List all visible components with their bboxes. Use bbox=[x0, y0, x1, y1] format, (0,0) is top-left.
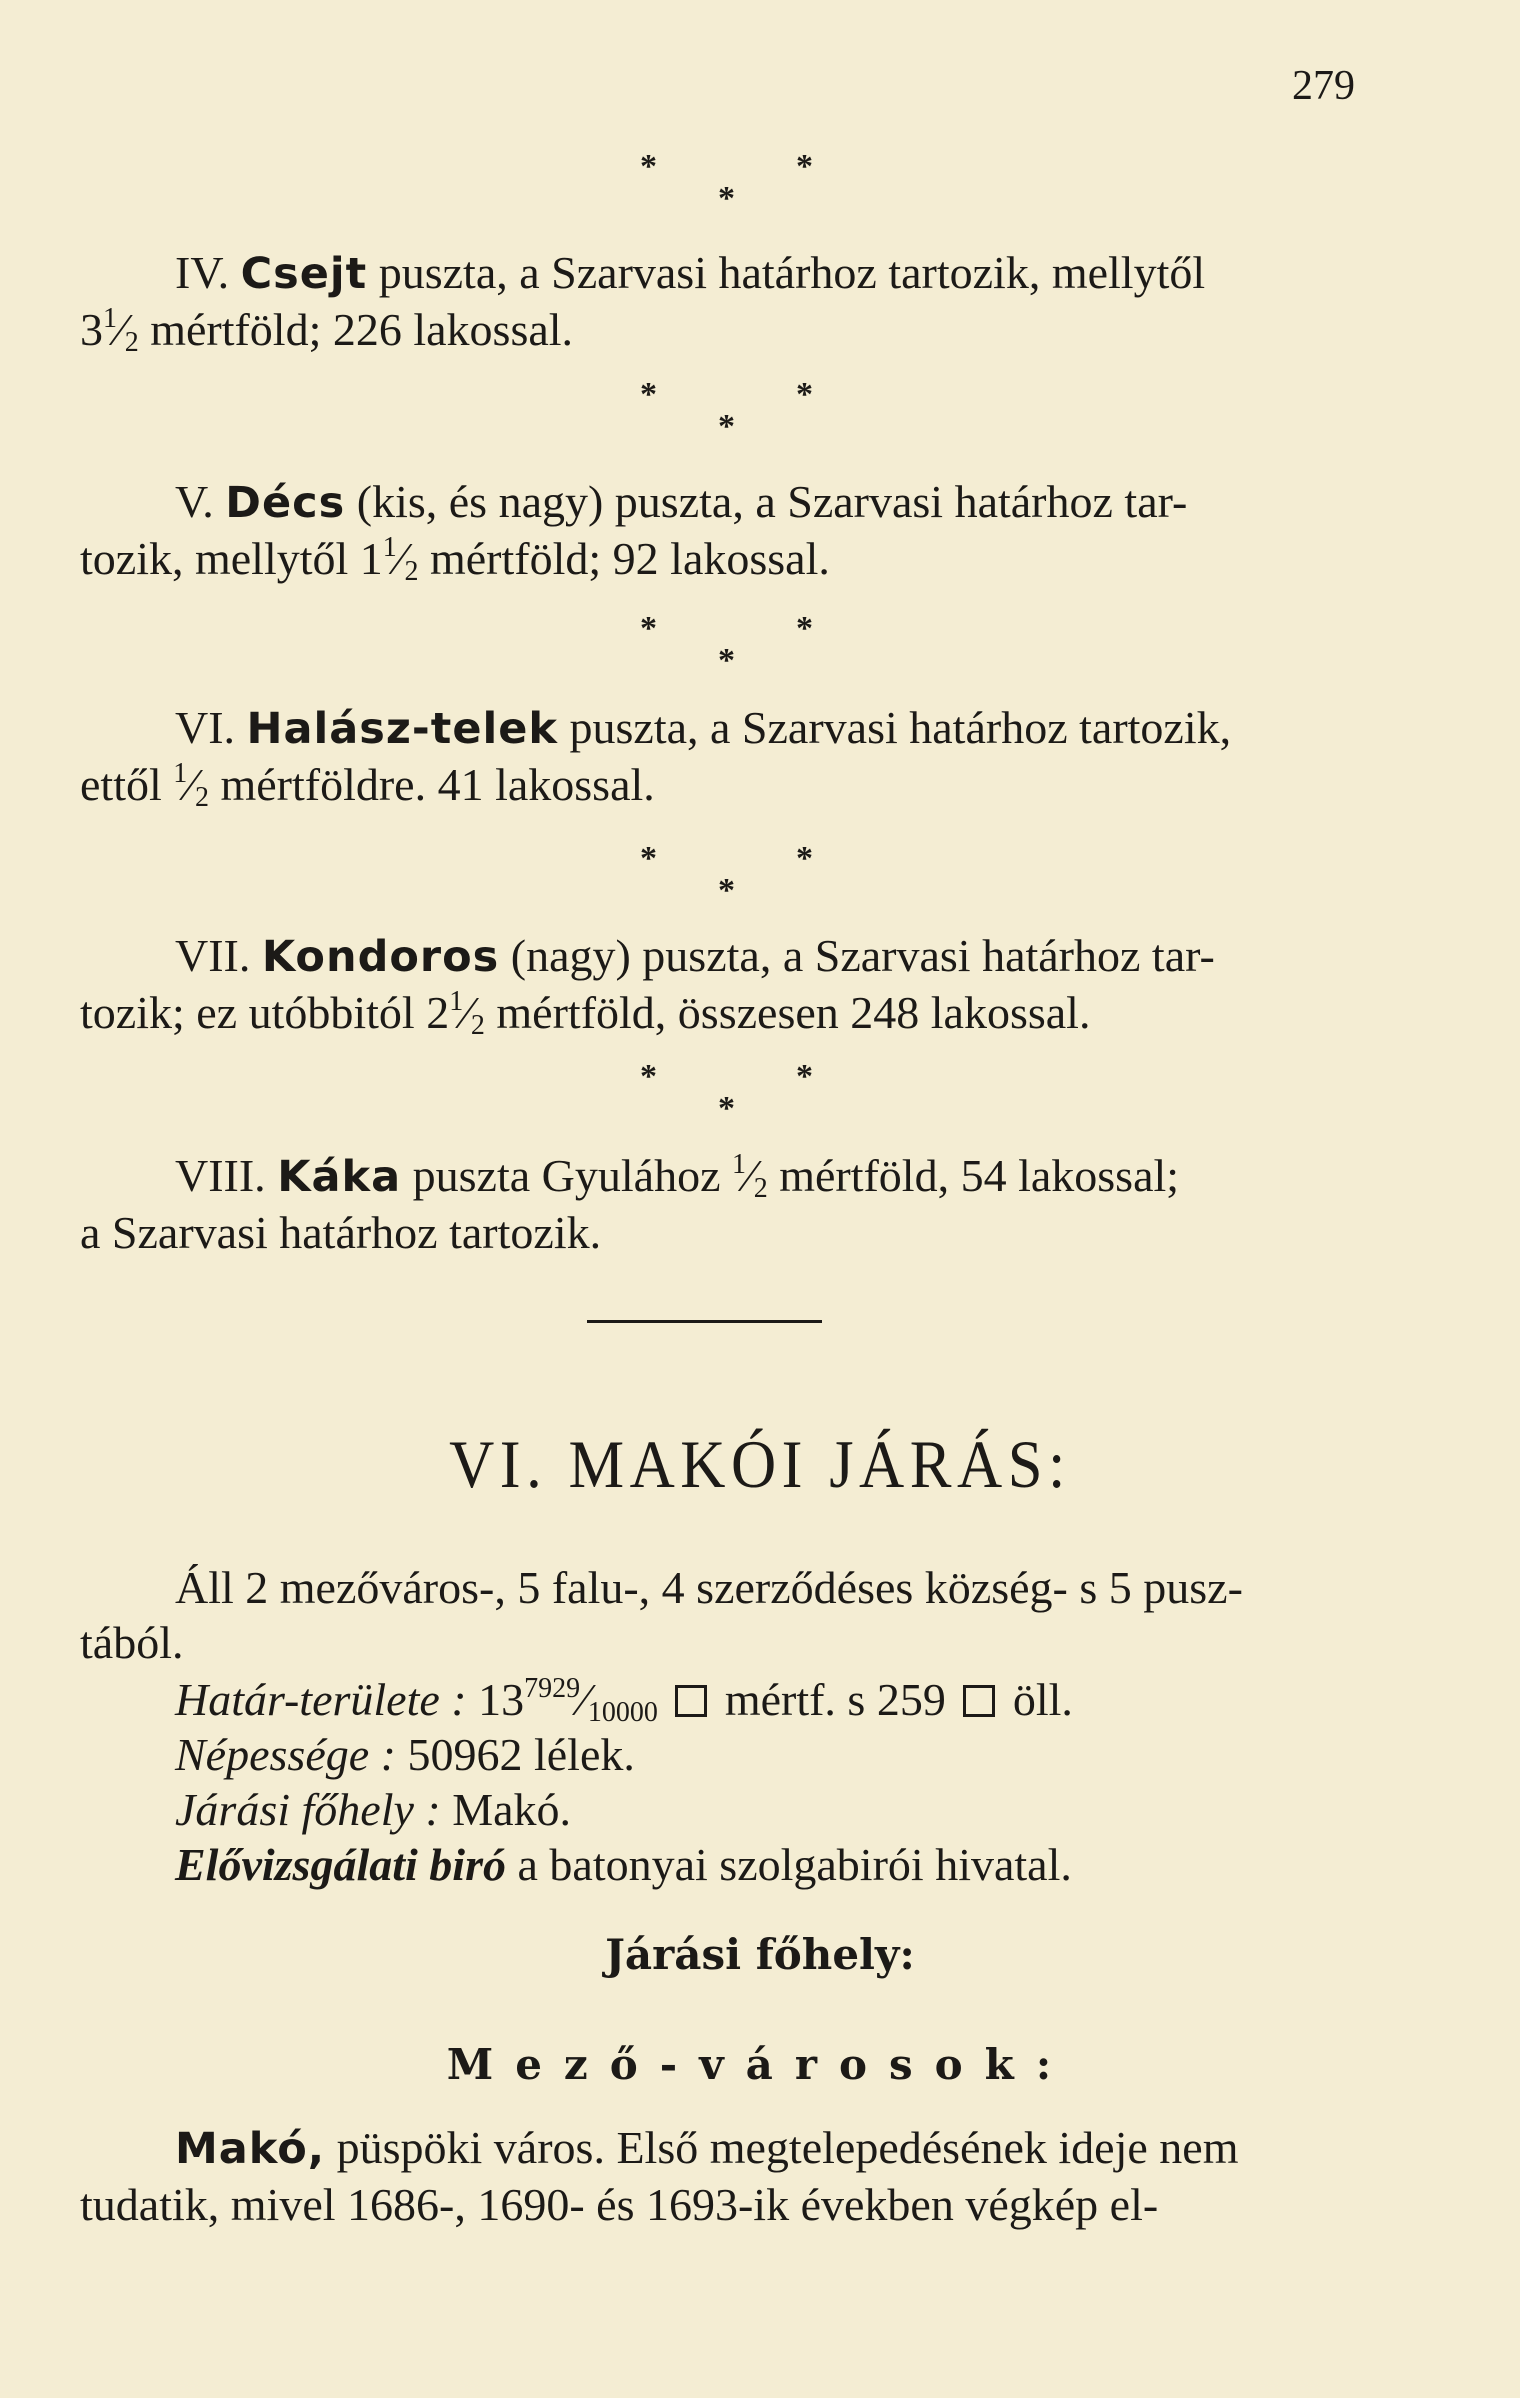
judge-line: Elővizsgálati biró a batonyai szolgabirói hivatal. bbox=[175, 1839, 1072, 1890]
district-intro: Áll 2 mezőváros-, 5 falu-, 4 szerződéses község- s 5 pusz- tából. bbox=[80, 1562, 1243, 1668]
entry-kaka: VIII. Káka puszta Gyulához $^1⁄_2$ mértföld, 54 lakossal; a Szarvasi határhoz tartozik. bbox=[80, 1149, 1180, 1258]
star-separator: * * * bbox=[640, 148, 813, 217]
mako-paragraph: Makó, püspöki város. Első megtelepedésének ideje nem tudatik, mivel 1686-, 1690- és 1693-ik években végkép el- bbox=[80, 2122, 1239, 2230]
entry-kondoros: VII. Kondoros (nagy) puszta, a Szarvasi határhoz tar- tozik; ez utóbbitól $2^1⁄_2$ mértföld, összesen 248 lakossal. bbox=[80, 930, 1215, 1041]
star-separator: * * * bbox=[640, 1058, 813, 1127]
section-divider bbox=[587, 1320, 822, 1323]
entry-csejt: IV. Csejt puszta, a Szarvasi határhoz tartozik, mellytől $3^1⁄_2$ mértföld; 226 lakossal. bbox=[80, 247, 1206, 358]
district-details bbox=[80, 1672, 1380, 1892]
page-number: 279 bbox=[1292, 63, 1355, 109]
area-line: Határ-területe : $13^{7929}⁄_{10000}$ mértf. s 259 öll. bbox=[175, 1673, 1073, 1728]
star-separator: * * * bbox=[640, 610, 813, 679]
square-symbol-icon bbox=[675, 1685, 707, 1717]
seat-line: Járási főhely : Makó. bbox=[175, 1784, 572, 1835]
entry-halasz-telek: VI. Halász-telek puszta, a Szarvasi határhoz tartozik, ettől $^1⁄_2$ mértföldre. 41 lakossal. bbox=[80, 702, 1232, 813]
population-line: Népessége : 50962 lélek. bbox=[175, 1729, 635, 1780]
star-separator: * * * bbox=[640, 840, 813, 909]
star-separator: * * * bbox=[640, 376, 813, 445]
subheading-seat: Járási főhely: bbox=[605, 1930, 915, 1979]
subheading-market-towns: Mező-városok: bbox=[446, 2040, 1074, 2089]
square-symbol-icon bbox=[963, 1685, 995, 1717]
section-heading: VI. MAKÓI JÁRÁS: bbox=[449, 1426, 1071, 1502]
entry-decs: V. Décs (kis, és nagy) puszta, a Szarvasi határhoz tar- tozik, mellytől $1^1⁄_2$ mértföld; 92 lakossal. bbox=[80, 476, 1188, 587]
